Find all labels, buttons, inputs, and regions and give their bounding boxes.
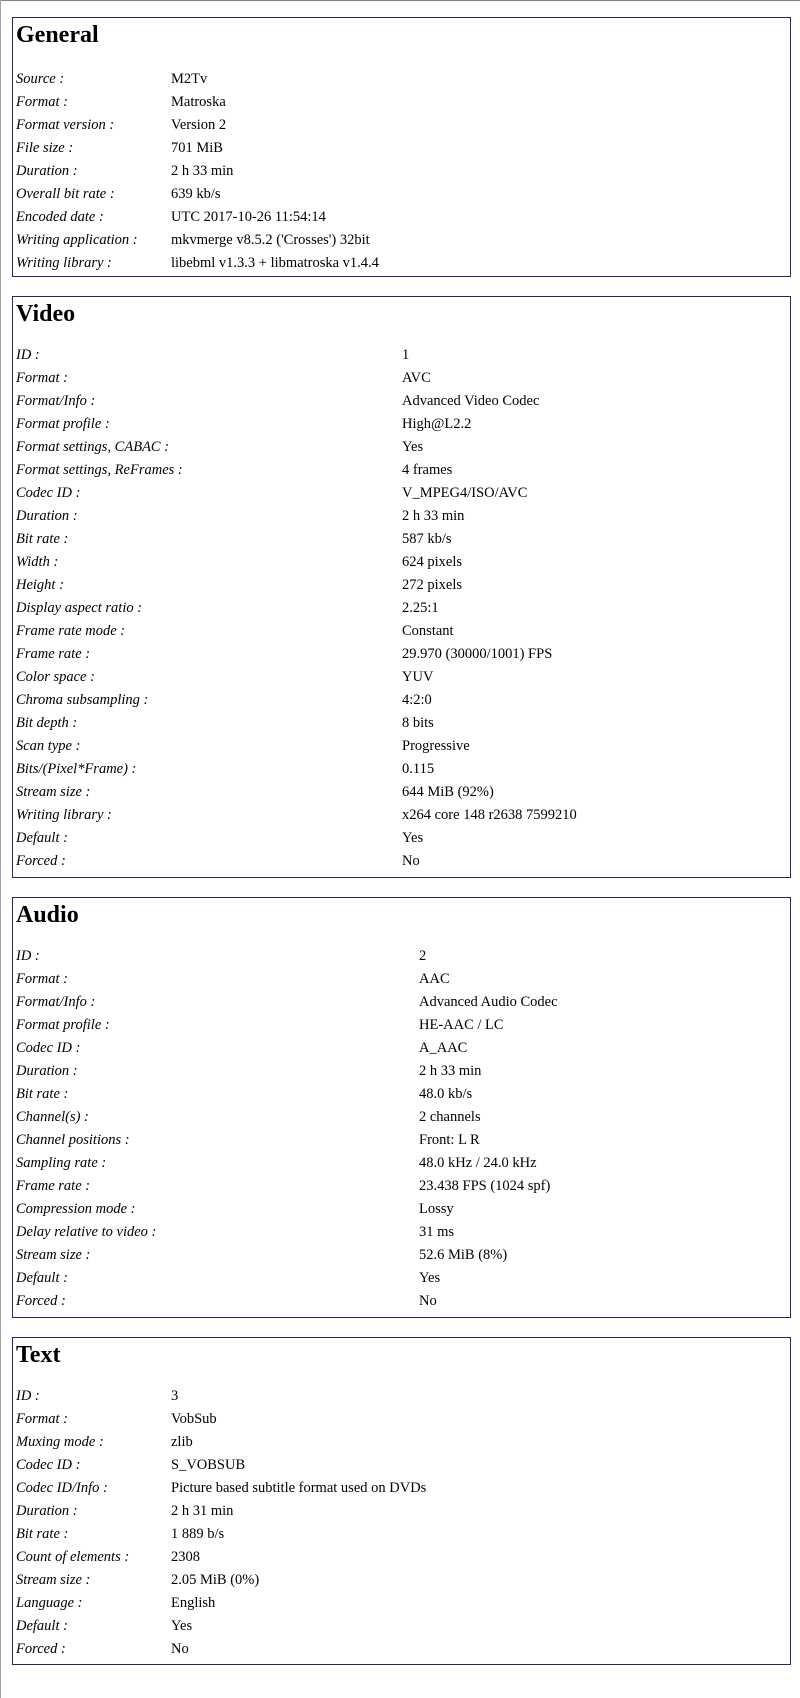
property-value: M2Tv [171, 71, 208, 87]
property-label: File size : [16, 140, 74, 156]
property-label: Width : [16, 554, 59, 570]
property-label: Compression mode : [16, 1201, 136, 1217]
property-row [16, 252, 790, 275]
property-row [16, 551, 790, 574]
property-row [16, 1592, 790, 1615]
property-value: UTC 2017-10-26 11:54:14 [171, 209, 326, 225]
property-label: Language : [16, 1595, 83, 1611]
property-row [16, 850, 790, 873]
property-label: ID : [16, 1388, 40, 1404]
property-value: Advanced Audio Codec [419, 994, 558, 1010]
property-label: Codec ID : [16, 1457, 81, 1473]
section-title: General [16, 22, 99, 48]
property-label: Display aspect ratio : [16, 600, 143, 616]
property-row [16, 1221, 790, 1244]
property-row [16, 1500, 790, 1523]
property-label: Format settings, ReFrames : [16, 462, 183, 478]
property-row [16, 91, 790, 114]
property-row [16, 1546, 790, 1569]
property-value: No [402, 853, 420, 869]
property-row [16, 68, 790, 91]
property-label: Format : [16, 94, 68, 110]
property-label: ID : [16, 347, 40, 363]
property-label: Frame rate : [16, 646, 91, 662]
property-value: 23.438 FPS (1024 spf) [419, 1178, 551, 1194]
section-title: Audio [16, 902, 79, 928]
property-value: VobSub [171, 1411, 217, 1427]
property-label: Height : [16, 577, 64, 593]
property-row [16, 1060, 790, 1083]
property-value: Yes [171, 1618, 193, 1634]
property-value: AAC [419, 971, 450, 987]
property-row [16, 1477, 790, 1500]
property-value: YUV [402, 669, 434, 685]
property-row [16, 1408, 790, 1431]
property-label: Source : [16, 71, 65, 87]
property-value: English [171, 1595, 216, 1611]
property-label: Overall bit rate : [16, 186, 115, 202]
property-row [16, 1037, 790, 1060]
audio-section [12, 897, 791, 1318]
property-label: Chroma subsampling : [16, 692, 149, 708]
property-row [16, 1523, 790, 1546]
property-label: Default : [16, 1618, 68, 1634]
property-value: 2308 [171, 1549, 200, 1565]
property-row [16, 643, 790, 666]
property-label: Delay relative to video : [16, 1224, 157, 1240]
property-value: 29.970 (30000/1001) FPS [402, 646, 553, 662]
property-label: Channel positions : [16, 1132, 130, 1148]
property-value: 0.115 [402, 761, 435, 777]
property-row [16, 1175, 790, 1198]
property-value: 4 frames [402, 462, 453, 478]
property-label: Bit rate : [16, 1086, 69, 1102]
property-label: Bits/(Pixel*Frame) : [16, 761, 137, 777]
property-label: Duration : [16, 163, 78, 179]
section-title: Video [16, 301, 76, 327]
property-row [16, 1152, 790, 1175]
property-value: 31 ms [419, 1224, 455, 1240]
property-row [16, 459, 790, 482]
property-value: 2 h 33 min [419, 1063, 482, 1079]
property-row [16, 183, 790, 206]
property-row [16, 1106, 790, 1129]
property-list [16, 1385, 790, 1661]
property-row [16, 991, 790, 1014]
text-section [12, 1337, 791, 1665]
property-value: 2.25:1 [402, 600, 439, 616]
property-row [16, 229, 790, 252]
property-value: 3 [171, 1388, 179, 1404]
property-row [16, 1267, 790, 1290]
property-label: Scan type : [16, 738, 81, 754]
property-row [16, 1014, 790, 1037]
property-label: Sampling rate : [16, 1155, 107, 1171]
property-row [16, 620, 790, 643]
property-label: Bit depth : [16, 715, 78, 731]
property-value: HE-AAC / LC [419, 1017, 504, 1033]
property-value: Yes [402, 830, 424, 846]
property-row [16, 344, 790, 367]
property-row [16, 1431, 790, 1454]
property-row [16, 1569, 790, 1592]
property-row [16, 1244, 790, 1267]
property-label: Format version : [16, 117, 115, 133]
property-value: 2.05 MiB (0%) [171, 1572, 260, 1588]
property-row [16, 781, 790, 804]
property-row [16, 1129, 790, 1152]
property-list [16, 945, 790, 1313]
property-value: Yes [419, 1270, 441, 1286]
property-label: Stream size : [16, 784, 91, 800]
property-value: Constant [402, 623, 454, 639]
property-value: 1 [402, 347, 410, 363]
property-row [16, 804, 790, 827]
property-label: Stream size : [16, 1572, 91, 1588]
top-border [0, 0, 800, 1]
property-label: Forced : [16, 1641, 66, 1657]
property-row [16, 413, 790, 436]
property-value: Version 2 [171, 117, 227, 133]
property-row [16, 206, 790, 229]
property-row [16, 827, 790, 850]
property-label: Frame rate mode : [16, 623, 126, 639]
property-row [16, 1454, 790, 1477]
property-value: S_VOBSUB [171, 1457, 246, 1473]
property-value: 48.0 kHz / 24.0 kHz [419, 1155, 537, 1171]
property-label: Format : [16, 1411, 68, 1427]
property-row [16, 114, 790, 137]
property-value: 1 889 b/s [171, 1526, 225, 1542]
property-value: 2 h 33 min [402, 508, 465, 524]
property-value: 701 MiB [171, 140, 223, 156]
property-value: 272 pixels [402, 577, 463, 593]
property-label: Codec ID/Info : [16, 1480, 108, 1496]
property-label: Default : [16, 1270, 68, 1286]
property-label: Muxing mode : [16, 1434, 104, 1450]
property-value: High@L2.2 [402, 416, 472, 432]
property-label: Format/Info : [16, 994, 96, 1010]
section-title: Text [16, 1342, 61, 1368]
property-value: Lossy [419, 1201, 454, 1217]
property-label: Count of elements : [16, 1549, 130, 1565]
property-row [16, 712, 790, 735]
property-list [16, 344, 790, 873]
left-border [0, 0, 1, 1698]
property-row [16, 1290, 790, 1313]
property-row [16, 574, 790, 597]
property-label: ID : [16, 948, 40, 964]
property-label: Frame rate : [16, 1178, 91, 1194]
property-row [16, 528, 790, 551]
property-value: 587 kb/s [402, 531, 452, 547]
property-label: Writing library : [16, 255, 112, 271]
property-label: Color space : [16, 669, 95, 685]
property-label: Codec ID : [16, 485, 81, 501]
property-label: Duration : [16, 508, 78, 524]
property-label: Channel(s) : [16, 1109, 89, 1125]
property-value: AVC [402, 370, 431, 386]
property-list [16, 68, 790, 275]
property-row [16, 758, 790, 781]
property-row [16, 689, 790, 712]
property-label: Writing application : [16, 232, 138, 248]
general-section [12, 17, 791, 277]
property-value: Front: L R [419, 1132, 480, 1148]
property-row [16, 436, 790, 459]
property-value: 2 h 31 min [171, 1503, 234, 1519]
property-value: 2 h 33 min [171, 163, 234, 179]
property-row [16, 945, 790, 968]
property-label: Format/Info : [16, 393, 96, 409]
property-value: 4:2:0 [402, 692, 432, 708]
property-value: x264 core 148 r2638 7599210 [402, 807, 577, 823]
property-row [16, 505, 790, 528]
property-label: Format : [16, 370, 68, 386]
property-value: A_AAC [419, 1040, 468, 1056]
property-value: Yes [402, 439, 424, 455]
property-label: Stream size : [16, 1247, 91, 1263]
property-value: No [419, 1293, 437, 1309]
property-value: No [171, 1641, 189, 1657]
property-value: Picture based subtitle format used on DVDs [171, 1480, 427, 1496]
property-value: 644 MiB (92%) [402, 784, 494, 800]
property-row [16, 482, 790, 505]
property-value: 52.6 MiB (8%) [419, 1247, 508, 1263]
property-row [16, 160, 790, 183]
property-row [16, 735, 790, 758]
property-row [16, 367, 790, 390]
property-row [16, 1198, 790, 1221]
property-row [16, 137, 790, 160]
property-label: Duration : [16, 1503, 78, 1519]
property-row [16, 597, 790, 620]
property-label: Format profile : [16, 1017, 110, 1033]
property-label: Codec ID : [16, 1040, 81, 1056]
property-row [16, 1385, 790, 1408]
video-section [12, 296, 791, 878]
property-value: V_MPEG4/ISO/AVC [402, 485, 528, 501]
property-row [16, 1615, 790, 1638]
property-label: Bit rate : [16, 531, 69, 547]
property-value: 639 kb/s [171, 186, 221, 202]
property-label: Format profile : [16, 416, 110, 432]
property-row [16, 666, 790, 689]
property-label: Duration : [16, 1063, 78, 1079]
property-label: Format settings, CABAC : [16, 439, 170, 455]
property-label: Bit rate : [16, 1526, 69, 1542]
property-value: libebml v1.3.3 + libmatroska v1.4.4 [171, 255, 379, 271]
property-value: 624 pixels [402, 554, 463, 570]
property-value: 2 channels [419, 1109, 481, 1125]
property-label: Writing library : [16, 807, 112, 823]
property-row [16, 968, 790, 991]
property-row [16, 390, 790, 413]
property-value: mkvmerge v8.5.2 ('Crosses') 32bit [171, 232, 370, 248]
property-label: Forced : [16, 853, 66, 869]
property-value: 8 bits [402, 715, 434, 731]
property-value: 2 [419, 948, 427, 964]
property-row [16, 1083, 790, 1106]
property-label: Default : [16, 830, 68, 846]
property-row [16, 1638, 790, 1661]
property-value: Matroska [171, 94, 226, 110]
property-value: zlib [171, 1434, 193, 1450]
property-value: Progressive [402, 738, 470, 754]
property-value: Advanced Video Codec [402, 393, 540, 409]
property-label: Format : [16, 971, 68, 987]
property-label: Encoded date : [16, 209, 104, 225]
property-value: 48.0 kb/s [419, 1086, 473, 1102]
property-label: Forced : [16, 1293, 66, 1309]
